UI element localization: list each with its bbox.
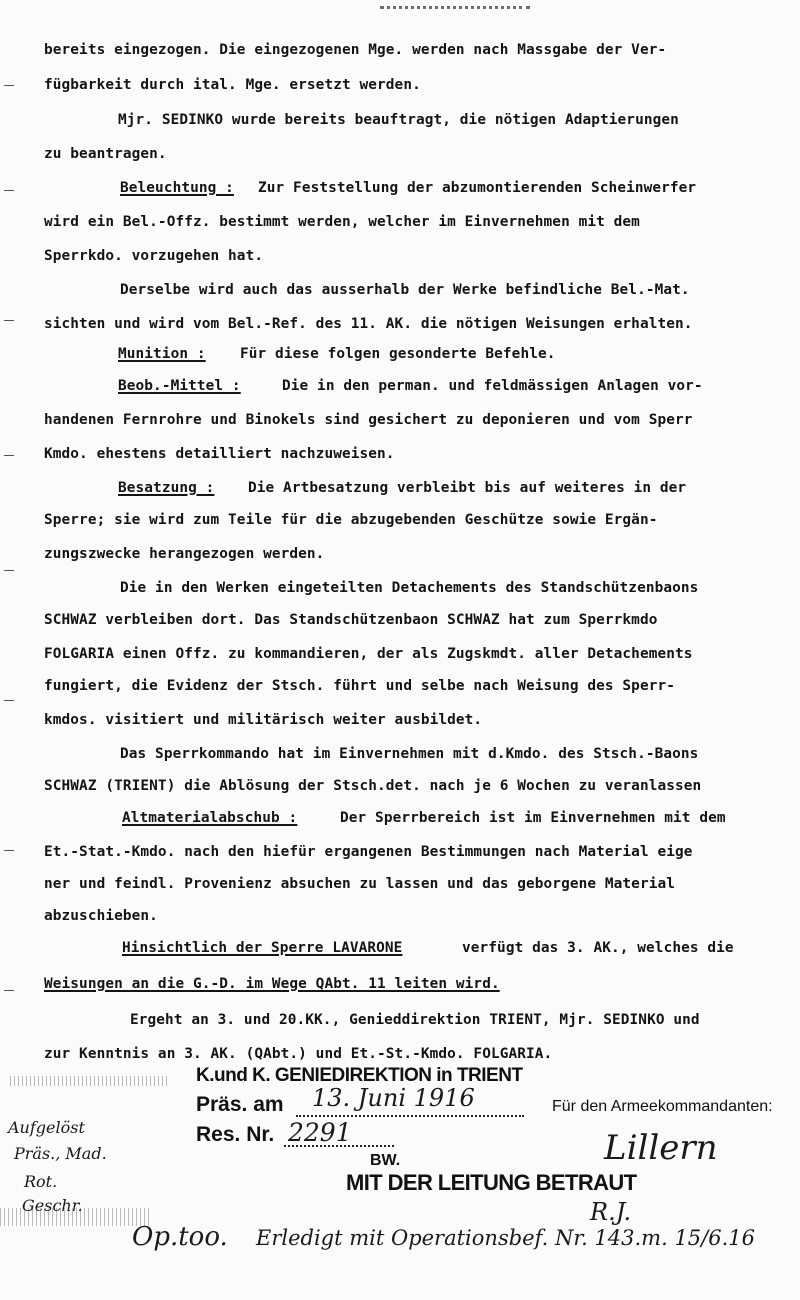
- text-line: fügbarkeit durch ital. Mge. ersetzt werden.: [44, 77, 421, 93]
- text-line: Mjr. SEDINKO wurde bereits beauftragt, die nötigen Adaptierungen: [118, 112, 679, 128]
- heading-munition: Munition :: [118, 346, 206, 362]
- margin-note: Geschr.: [22, 1196, 83, 1215]
- stamp-armee-kommandant: Für den Armeekommandanten:: [552, 1098, 773, 1115]
- stamp-office: K.und K. GENIEDIREKTION in TRIENT: [196, 1065, 523, 1086]
- text-line: Der Sperrbereich ist im Einvernehmen mit dem: [340, 810, 726, 826]
- heading-hinsichtlich-lavarone: Hinsichtlich der Sperre LAVARONE: [122, 940, 403, 956]
- text-line: Et.-Stat.-Kmdo. nach den hiefür ergangenen Bestimmungen nach Material eige: [44, 844, 693, 860]
- text-line: SCHWAZ verbleiben dort. Das Standschützenbaon SCHWAZ hat zum Sperrkmdo: [44, 612, 658, 628]
- margin-mark: [4, 85, 14, 86]
- stamp-mit-der-leitung: MIT DER LEITUNG BETRAUT: [346, 1170, 637, 1195]
- scan-noise: [0, 1208, 150, 1226]
- text-line: Derselbe wird auch das ausserhalb der Werke befindliche Bel.-Mat.: [120, 282, 690, 298]
- text-line: Ergeht an 3. und 20.KK., Genieddirektion TRIENT, Mjr. SEDINKO und: [130, 1012, 700, 1028]
- margin-note: Präs., Mad.: [14, 1144, 107, 1163]
- handwritten-paraph: R.J.: [590, 1198, 632, 1226]
- margin-mark: [4, 190, 14, 191]
- margin-mark: [4, 320, 14, 321]
- text-line: Die in den perman. und feldmässigen Anlagen vor-: [282, 378, 703, 394]
- text-line: handenen Fernrohre und Binokels sind gesichert zu deponieren und vom Sperr: [44, 412, 693, 428]
- text-line: verfügt das 3. AK., welches die: [462, 940, 734, 956]
- text-line: wird ein Bel.-Offz. bestimmt werden, welcher im Einvernehmen mit dem: [44, 214, 640, 230]
- text-line: sichten und wird vom Bel.-Ref. des 11. AK. die nötigen Weisungen erhalten.: [44, 316, 693, 332]
- text-line: Die Artbesatzung verbleibt bis auf weiteres in der: [248, 480, 687, 496]
- margin-mark: [4, 990, 14, 991]
- text-line: ner und feindl. Provenienz absuchen zu lassen und das geborgene Material: [44, 876, 675, 892]
- text-line: bereits eingezogen. Die eingezogenen Mge. werden nach Massgabe der Ver-: [44, 42, 667, 58]
- heading-altmaterialabschub: Altmaterialabschub :: [122, 810, 298, 826]
- heading-besatzung: Besatzung :: [118, 480, 215, 496]
- stamp-date: 13. Juni 1916: [312, 1084, 475, 1112]
- text-line: FOLGARIA einen Offz. zu kommandieren, der als Zugskmdt. aller Detachements: [44, 646, 693, 662]
- stamp-res-number: 2291: [288, 1118, 352, 1147]
- stamp-bw: BW.: [370, 1152, 401, 1169]
- text-line: zungszwecke herangezogen werden.: [44, 546, 325, 562]
- text-line: Weisungen an die G.-D. im Wege QAbt. 11 leiten wird.: [44, 976, 500, 992]
- text-line: zur Kenntnis an 3. AK. (QAbt.) und Et.-St.-Kmdo. FOLGARIA.: [44, 1046, 553, 1062]
- signature: Lillern: [604, 1128, 718, 1168]
- text-line: zu beantragen.: [44, 146, 167, 162]
- text-line: Kmdo. ehestens detailliert nachzuweisen.: [44, 446, 395, 462]
- margin-note: Aufgelöst: [8, 1118, 85, 1137]
- text-line: abzuschieben.: [44, 908, 158, 924]
- text-line: Die in den Werken eingeteilten Detachements des Standschützenbaons: [120, 580, 699, 596]
- heading-beleuchtung: Beleuchtung :: [120, 180, 234, 196]
- margin-mark: [4, 850, 14, 851]
- text-line: kmdos. visitiert und militärisch weiter ausbildet.: [44, 712, 483, 728]
- text-line: Zur Feststellung der abzumontierenden Scheinwerfer: [258, 180, 697, 196]
- handwritten-initial: Op.too.: [132, 1222, 228, 1252]
- text-line: fungiert, die Evidenz der Stsch. führt und selbe nach Weisung des Sperr-: [44, 678, 675, 694]
- margin-note: Rot.: [24, 1172, 58, 1191]
- text-line: Für diese folgen gesonderte Befehle.: [240, 346, 556, 362]
- margin-mark: [4, 455, 14, 456]
- stamp-praes-label: Präs. am: [196, 1093, 284, 1116]
- stamp-res-label: Res. Nr.: [196, 1123, 275, 1146]
- top-edge-mark: [380, 6, 530, 15]
- text-line: Das Sperrkommando hat im Einvernehmen mit d.Kmdo. des Stsch.-Baons: [120, 746, 699, 762]
- margin-mark: [4, 570, 14, 571]
- stamp-date-line: [296, 1115, 524, 1117]
- text-line: SCHWAZ (TRIENT) die Ablösung der Stsch.det. nach je 6 Wochen zu veranlassen: [44, 778, 702, 794]
- margin-mark: [4, 700, 14, 701]
- handwritten-note: Erledigt mit Operationsbef. Nr. 143.m. 15/6.16: [256, 1226, 755, 1250]
- heading-beob-mittel: Beob.-Mittel :: [118, 378, 241, 394]
- scan-noise: [10, 1076, 170, 1086]
- text-line: Sperrkdo. vorzugehen hat.: [44, 248, 264, 264]
- text-line: Sperre; sie wird zum Teile für die abzugebenden Geschütze sowie Ergän-: [44, 512, 658, 528]
